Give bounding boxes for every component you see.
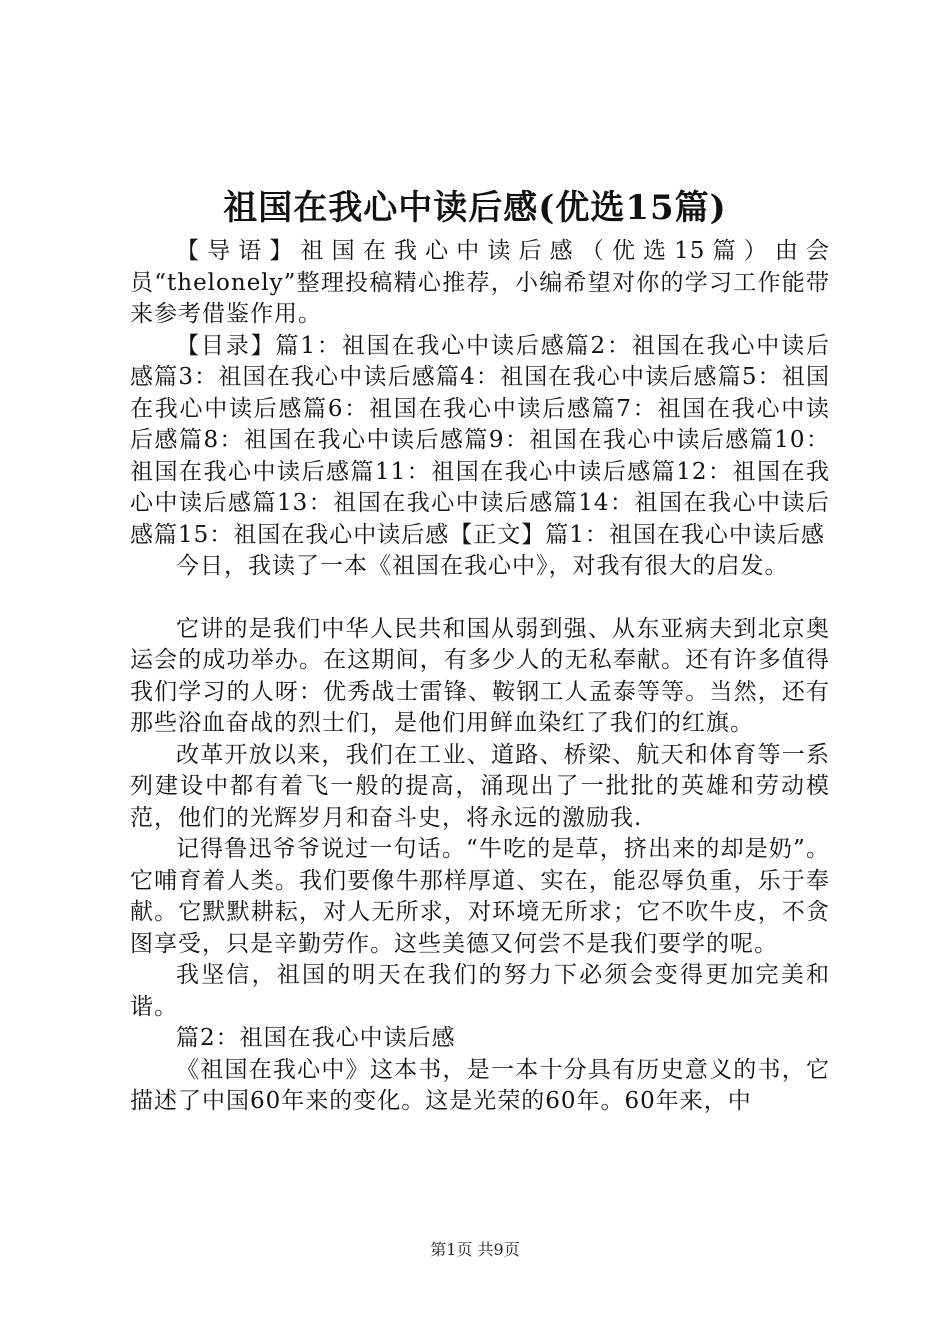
intro-paragraph: 【导语】祖国在我心中读后感（优选15篇）由会员“thelonely”整理投稿精心推荐，小编希望对你的学习工作能带来参考借鉴作用。 <box>130 238 830 327</box>
body-paragraph: 改革开放以来，我们在工业、道路、桥梁、航天和体育等一系列建设中都有着飞一般的提高，涌现出了一批批的英雄和劳动模范，他们的光辉岁月和奋斗史，将永远的激励我. <box>130 741 830 831</box>
body-paragraph: 今日，我读了一本《祖国在我心中》，对我有很大的启发。 <box>176 553 789 579</box>
body-paragraph: 我坚信，祖国的明天在我们的努力下必须会变得更加完美和谐。 <box>130 962 830 1020</box>
document-title: 祖国在我心中读后感(优选15篇) <box>223 188 727 228</box>
body-paragraph: 它讲的是我们中华人民共和国从弱到强、从东亚病夫到北京奥运会的成功举办。在这期间，有多少人的无私奉献。还有许多值得我们学习的人呀：优秀战士雷锋、鞍钢工人孟泰等等。当然，还有那些浴血奋战的烈士们，是他们用鲜血染红了我们的红旗。 <box>130 615 830 736</box>
section-heading: 篇2：祖国在我心中读后感 <box>176 1025 456 1051</box>
document-body <box>130 236 830 1118</box>
page-number-footer: 第1页 共9页 <box>430 1240 520 1259</box>
table-of-contents-paragraph: 【目录】篇1：祖国在我心中读后感篇2：祖国在我心中读后感篇3：祖国在我心中读后感篇4：祖国在我心中读后感篇5：祖国在我心中读后感篇6：祖国在我心中读后感篇7：祖国在我心中读后感篇8：祖国在我心中读后感篇9：祖国在我心中读后感篇10：祖国在我心中读后感篇11：祖国在我心中读后感篇12：祖国在我心中读后感篇13：祖国在我心中读后感篇14：祖国在我心中读后感篇15：祖国在我心中读后感【正文】篇1：祖国在我心中读后感 <box>130 332 830 548</box>
body-paragraph: 《祖国在我心中》这本书，是一本十分具有历史意义的书，它描述了中国60年来的变化。这是光荣的60年。60年来，中 <box>130 1056 830 1114</box>
body-paragraph: 记得鲁迅爷爷说过一句话。“牛吃的是草，挤出来的却是奶”。它哺育着人类。我们要像牛那样厚道、实在，能忍辱负重，乐于奉献。它默默耕耘，对人无所求，对环境无所求；它不吹牛皮，不贪图享受，只是辛勤劳作。这些美德又何尝不是我们要学的呢。 <box>130 836 830 957</box>
